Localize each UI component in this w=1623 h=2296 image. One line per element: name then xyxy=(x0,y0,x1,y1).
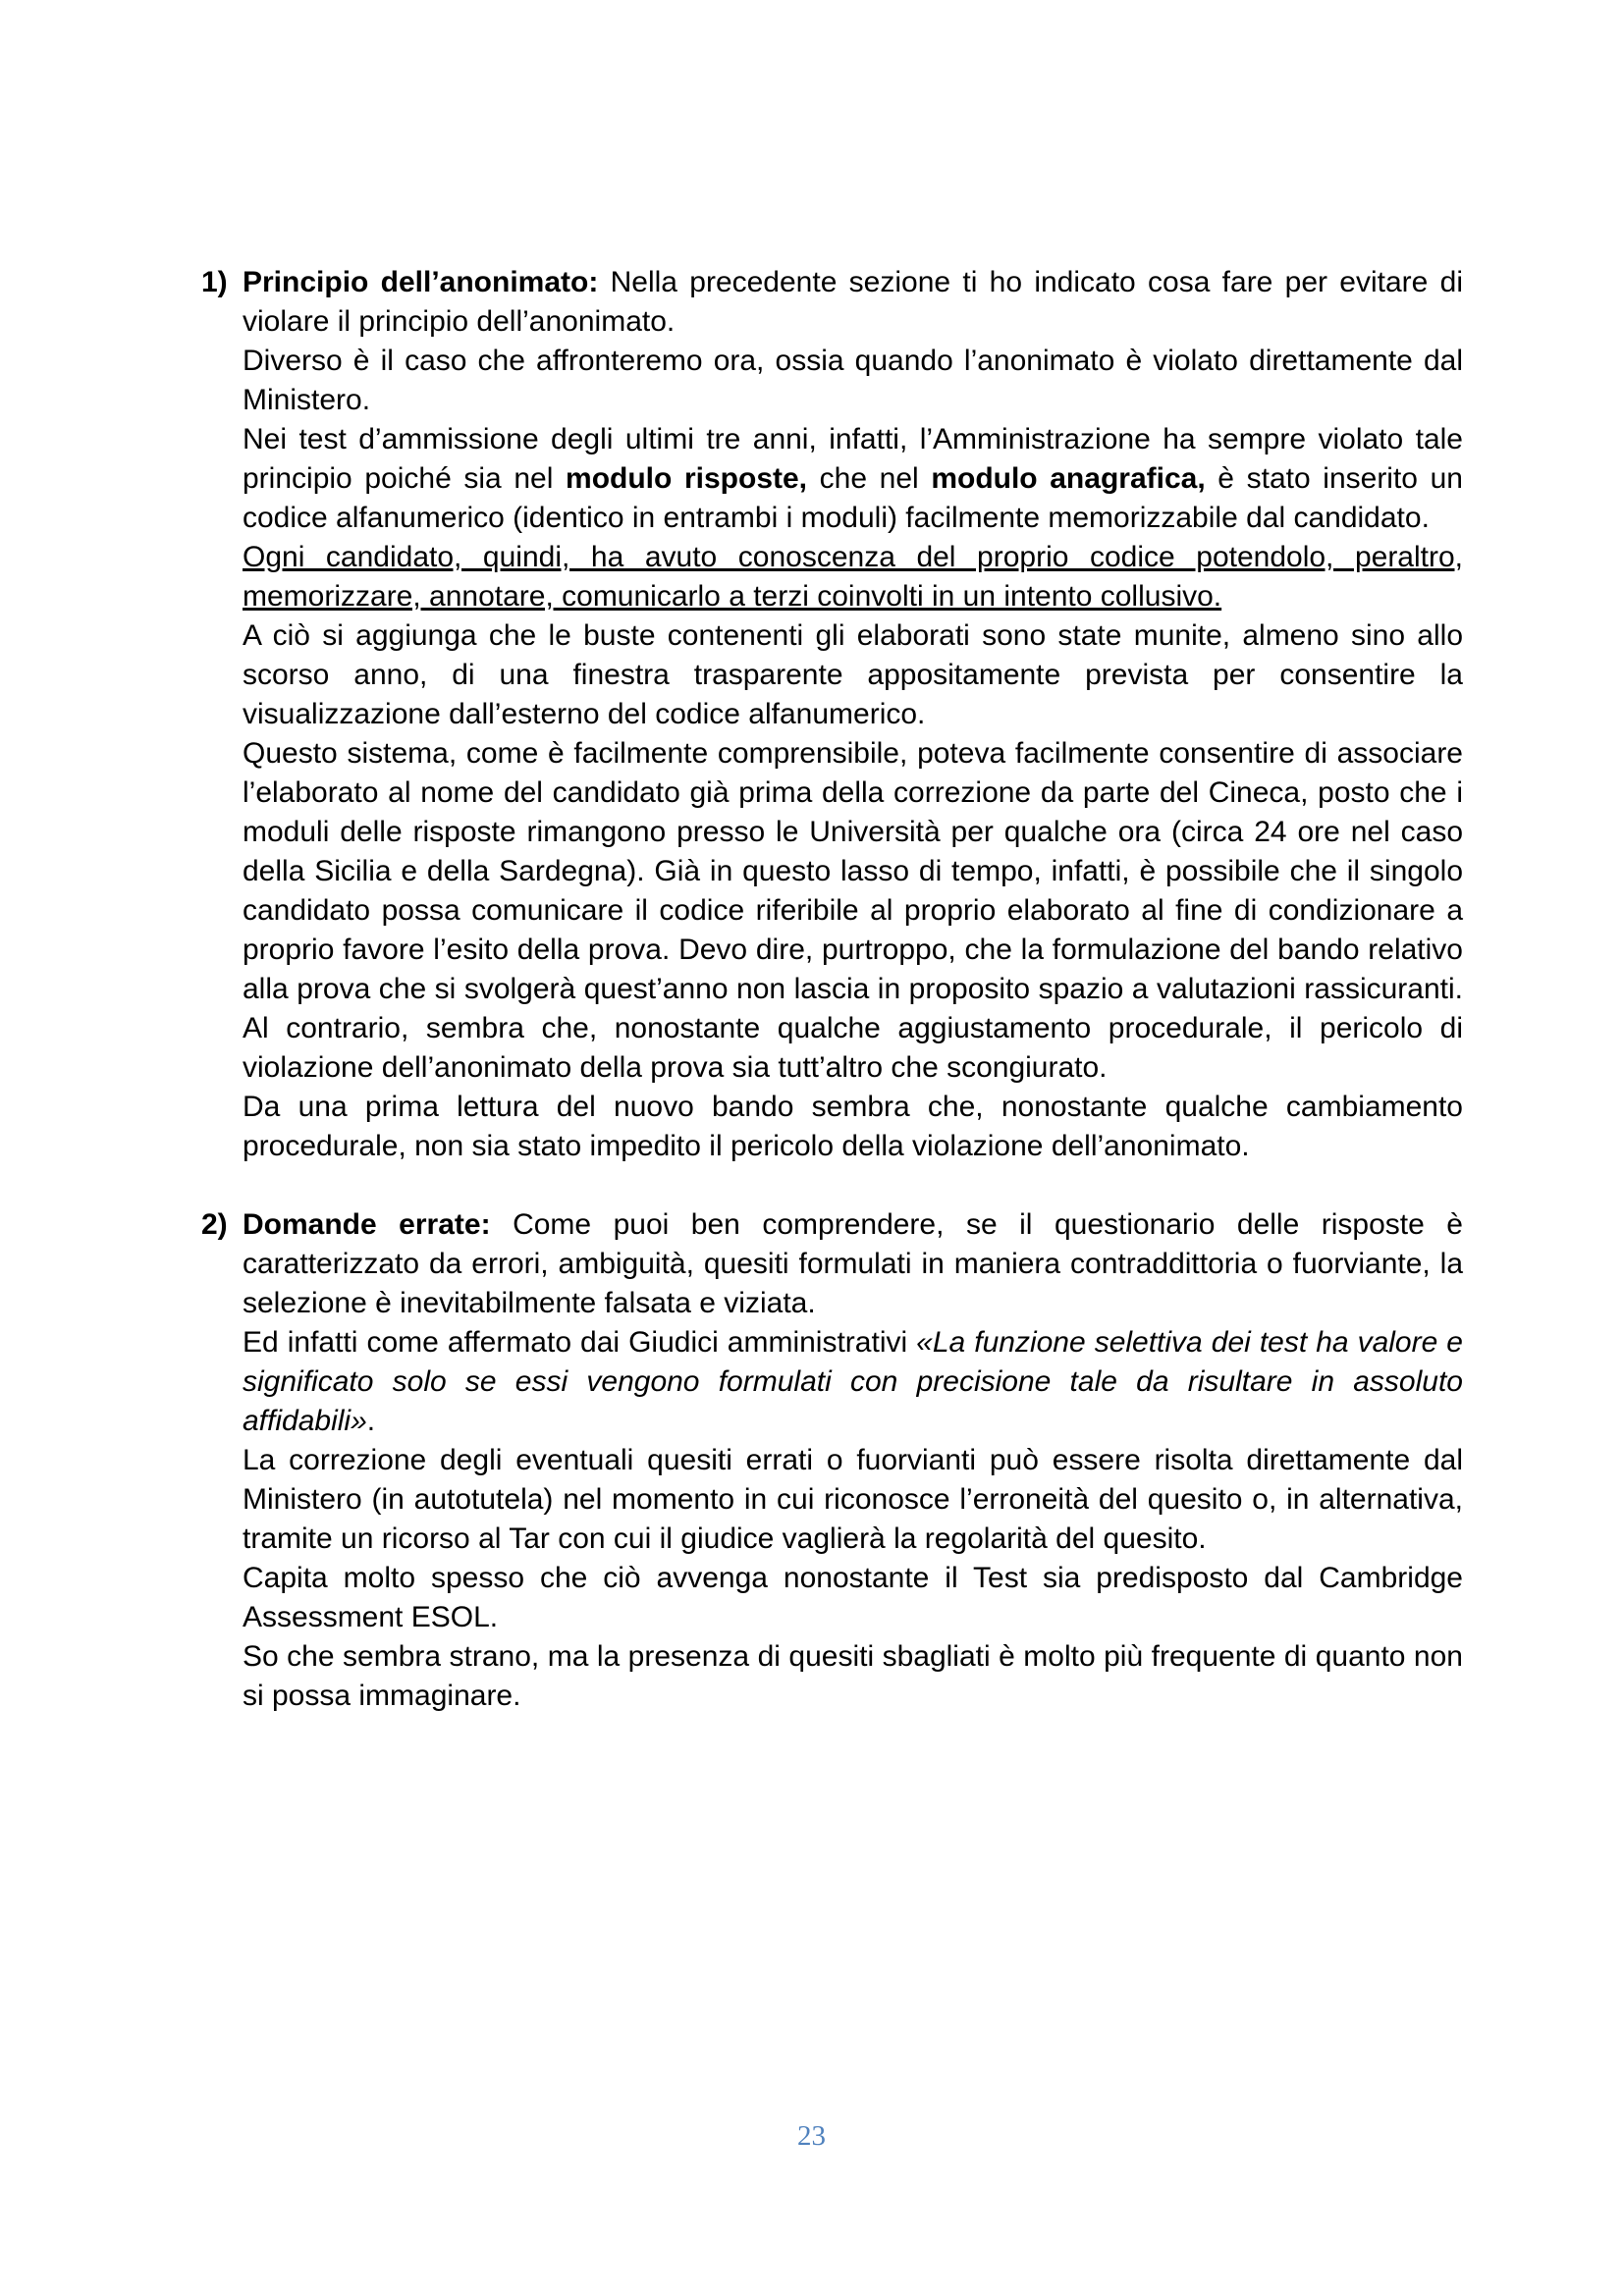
paragraph xyxy=(243,1088,1463,1166)
text-run: Da una prima lettura del nuovo bando sembra che, nonostante qualche cambiamento procedurale, non sia stato impedito il pericolo della violazione dell’anonimato. xyxy=(243,1091,1463,1162)
underlined-paragraph xyxy=(243,538,1463,616)
document-body xyxy=(201,263,1463,1716)
text-run: Come puoi ben comprendere, se il questionario delle risposte è caratterizzato da errori, ambiguità, quesiti formulati in maniera contraddittoria o fuorviante, la selezione è inevitabilmente falsata e viziata. xyxy=(243,1208,1463,1319)
list-item-2 xyxy=(201,1205,1463,1716)
text-run: modulo risposte, xyxy=(566,462,808,495)
paragraph xyxy=(243,616,1463,734)
paragraph xyxy=(243,1637,1463,1716)
text-run: A ciò si aggiunga che le buste contenenti gli elaborati sono state munite, almeno sino allo scorso anno, di una finestra trasparente appositamente prevista per consentire la visualizzazione dall’esterno del codice alfanumerico. xyxy=(243,619,1463,730)
text-run: La correzione degli eventuali quesiti errati o fuorvianti può essere risolta direttamente dal Ministero (in autotutela) nel momento in cui riconosce l’erroneità del quesito o, in alternativa, tramite un ricorso al Tar con cui il giudice vaglierà la regolarità del quesito. xyxy=(243,1444,1463,1555)
text-run: Nei test d’ammissione degli ultimi tre anni, infatti, l’Amministrazione ha sempre violato tale principio poiché sia nel xyxy=(243,423,1463,495)
paragraph xyxy=(243,1441,1463,1559)
text-run: Domande errate: xyxy=(243,1208,514,1241)
page-number: 23 xyxy=(797,2120,826,2152)
text-run: Questo sistema, come è facilmente comprensibile, poteva facilmente consentire di associare l’elaborato al nome del candidato già prima della correzione da parte del Cineca, posto che i moduli delle risposte rimangono presso le Università per qualche ora (circa 24 ore nel caso della Sicilia e della Sardegna). Già in questo lasso di tempo, infatti, è possibile che il singolo candidato possa comunicare il codice riferibile al proprio elaborato al fine di condizionare a proprio favore l’esito della prova. Devo dire, purtroppo, che la formulazione del bando relativo alla prova che si svolgerà quest’anno non lascia in proposito spazio a valutazioni rassicuranti. Al contrario, sembra che, nonostante qualche aggiustamento procedurale, il pericolo di violazione dell’anonimato della prova sia tutt’altro che scongiurato. xyxy=(243,737,1463,1084)
paragraph xyxy=(243,342,1463,420)
text-run: Principio dell’anonimato: xyxy=(243,266,611,298)
text-run: Diverso è il caso che affronteremo ora, ossia quando l’anonimato è violato direttamente dal Ministero. xyxy=(243,345,1463,416)
list-marker-2: 2) xyxy=(201,1208,228,1241)
list-item-1 xyxy=(201,263,1463,1166)
paragraph xyxy=(243,1205,1463,1323)
text-run: Nella precedente sezione ti ho indicato cosa fare per evitare di violare il principio dell’anonimato. xyxy=(243,266,1463,338)
paragraph xyxy=(243,1559,1463,1637)
list-marker-1: 1) xyxy=(201,266,228,298)
quote-paragraph xyxy=(243,1323,1463,1441)
paragraph xyxy=(243,734,1463,1088)
text-run: Ed infatti come affermato dai Giudici amministrativi xyxy=(243,1326,917,1359)
text-run: modulo anagrafica, xyxy=(931,462,1206,495)
text-run: «La funzione selettiva dei test ha valore e significato solo se essi vengono formulati con precisione tale da risultare in assoluto affidabili» xyxy=(243,1326,1463,1437)
paragraph xyxy=(243,420,1463,538)
text-run: che nel xyxy=(807,462,932,495)
text-run: è stato inserito un codice alfanumerico (identico in entrambi i moduli) facilmente memorizzabile dal candidato. xyxy=(243,462,1463,534)
paragraph xyxy=(243,263,1463,342)
text-run: Capita molto spesso che ciò avvenga nonostante il Test sia predisposto dal Cambridge Assessment ESOL. xyxy=(243,1562,1463,1633)
text-run: . xyxy=(366,1405,376,1437)
text-run: Ogni candidato, quindi, ha avuto conoscenza del proprio codice potendolo, peraltro, memorizzare, annotare, comunicarlo a terzi coinvolti in un intento collusivo. xyxy=(243,541,1463,613)
text-run: So che sembra strano, ma la presenza di quesiti sbagliati è molto più frequente di quanto non si possa immaginare. xyxy=(243,1640,1463,1712)
